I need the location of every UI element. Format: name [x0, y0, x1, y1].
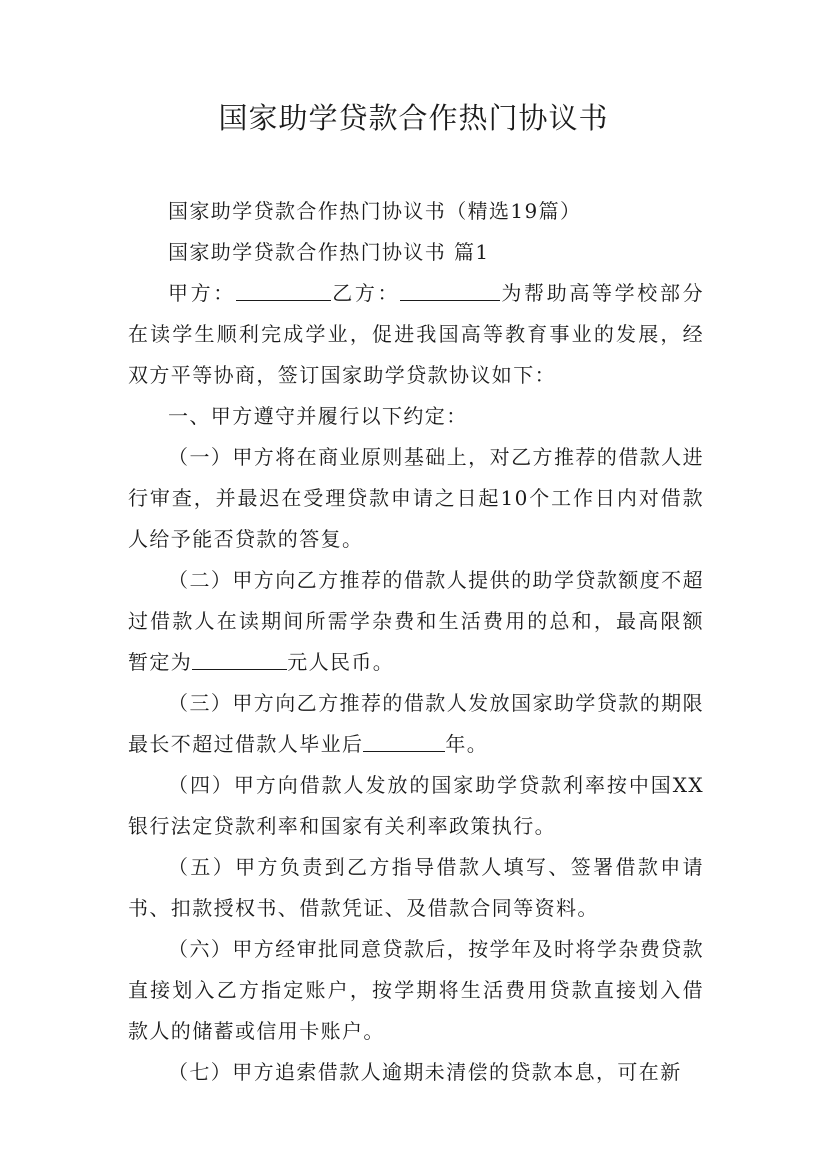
party-b-label: 乙方： — [330, 281, 401, 305]
loan-term-blank — [363, 731, 445, 752]
parties-text: 为帮助高等学校部分在读学生顺利完成学业，促进我国高等教育事业的发展，经双方平等协商，签订国家助学贷款协议如下： — [128, 281, 704, 387]
document-subtitle: 国家助学贷款合作热门协议书（精选19篇） — [168, 199, 582, 223]
party-a-label: 甲方： — [168, 281, 236, 305]
document-body — [128, 191, 704, 1093]
section-heading: 国家助学贷款合作热门协议书 篇1 — [168, 240, 490, 264]
loan-limit-blank — [192, 649, 287, 670]
clause-item-1: （一）甲方将在商业原则基础上，对乙方推荐的借款人进行审查，并最迟在受理贷款申请之日起10个工作日内对借款人给予能否贷款的答复。 — [128, 445, 704, 551]
clause-item-3-tail: 年。 — [445, 732, 489, 756]
clause-item-6: （六）甲方经审批同意贷款后，按学年及时将学杂费贷款直接划入乙方指定账户，按学期将生活费用贷款直接划入借款人的储蓄或信用卡账户。 — [128, 937, 704, 1043]
clause-item-3 — [128, 683, 704, 765]
document-title: 国家助学贷款合作热门协议书 — [218, 101, 609, 135]
clause-item-5: （五）甲方负责到乙方指导借款人填写、签署借款申请书、扣款授权书、借款凭证、及借款合同等资料。 — [128, 855, 704, 920]
parties-paragraph — [128, 273, 704, 396]
party-a-blank — [236, 280, 331, 301]
clause-item-2-text: （二）甲方向乙方推荐的借款人提供的助学贷款额度不超过借款人在读期间所需学杂费和生活费用的总和，最高限额暂定为 — [128, 568, 704, 674]
clause-item-3-text: （三）甲方向乙方推荐的借款人发放国家助学贷款的期限最长不超过借款人毕业后 — [128, 691, 704, 756]
clause-item-2 — [128, 560, 704, 683]
clause-heading-1: 一、甲方遵守并履行以下约定： — [168, 404, 468, 428]
party-b-blank — [400, 280, 500, 301]
clause-item-2-tail: 元人民币。 — [287, 650, 395, 674]
clause-item-4: （四）甲方向借款人发放的国家助学贷款利率按中国XX银行法定贷款利率和国家有关利率政策执行。 — [128, 773, 704, 838]
clause-item-7: （七）甲方追索借款人逾期未清偿的贷款本息，可在新 — [168, 1060, 682, 1084]
